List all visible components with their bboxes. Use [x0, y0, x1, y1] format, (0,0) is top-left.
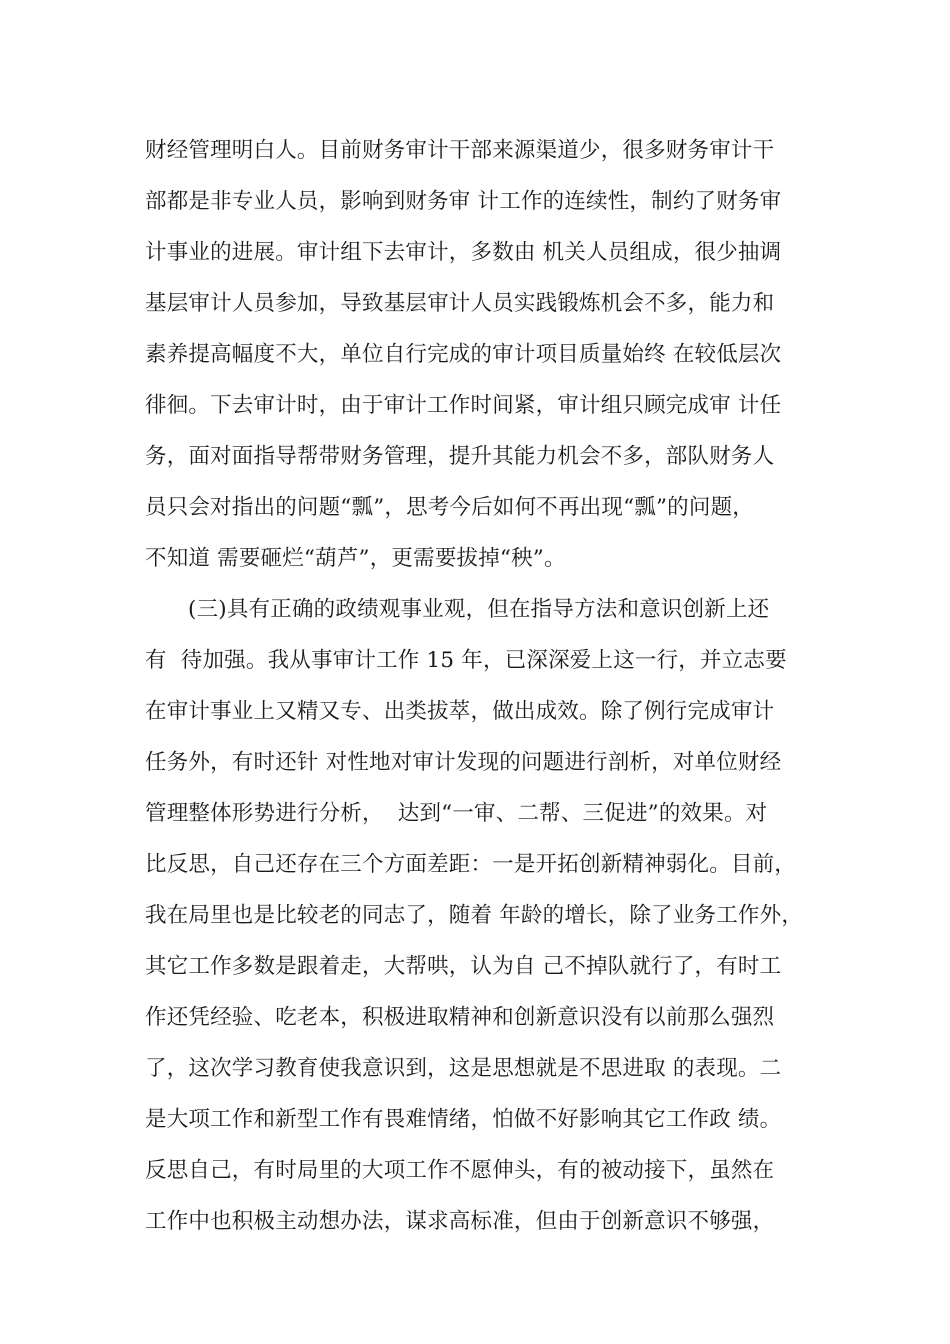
body-text-line: 员只会对指出的问题“瓢”，思考今后如何不再出现“瓢”的问题，: [145, 495, 754, 520]
body-text-line: 不知道 需要砸烂“葫芦”，更需要拔掉“秧”。: [145, 546, 566, 571]
body-text-line: 财经管理明白人。目前财务审计干部来源渠道少，很多财务审计干: [145, 138, 775, 163]
body-text-line: 我在局里也是比较老的同志了，随着 年龄的增长，除了业务工作外，: [145, 903, 804, 928]
body-text-line: 任务外，有时还针 对性地对审计发现的问题进行剖析，对单位财经: [145, 750, 782, 775]
body-text-line: 徘徊。下去审计时，由于审计工作时间紧，审计组只顾完成审 计任: [145, 393, 782, 418]
body-text-line: 是大项工作和新型工作有畏难情绪，怕做不好影响其它工作政 绩。: [145, 1107, 782, 1132]
body-text-line: 了，这次学习教育使我意识到，这是思想就是不思进取 的表现。二: [145, 1056, 782, 1081]
paragraph-heading-line: (三)具有正确的政绩观事业观，但在指导方法和意识创新上还: [188, 597, 770, 622]
body-text-line: 基层审计人员参加，导致基层审计人员实践锻炼机会不多，能力和: [145, 291, 775, 316]
body-text-line: 务，面对面指导帮带财务管理，提升其能力机会不多，部队财务人: [145, 444, 775, 469]
body-text-line: 工作中也积极主动想办法，谋求高标准，但由于创新意识不够强，: [145, 1209, 775, 1234]
body-text-line: 管理整体形势进行分析， 达到“一审、二帮、三促进”的效果。对: [145, 801, 768, 826]
body-text-line: 比反思，自己还存在三个方面差距：一是开拓创新精神弱化。目前，: [145, 852, 797, 877]
body-text-line: 反思自己，有时局里的大项工作不愿伸头，有的被动接下，虽然在: [145, 1158, 775, 1183]
body-text-line: 有 待加强。我从事审计工作 15 年，已深深爱上这一行，并立志要: [145, 648, 787, 673]
body-text-line: 其它工作多数是跟着走，大帮哄，认为自 己不掉队就行了，有时工: [145, 954, 782, 979]
body-text-line: 素养提高幅度不大，单位自行完成的审计项目质量始终 在较低层次: [145, 342, 782, 367]
body-text-line: 部都是非专业人员，影响到财务审 计工作的连续性，制约了财务审: [145, 189, 782, 214]
body-text-line: 在审计事业上又精又专、出类拔萃，做出成效。除了例行完成审计: [145, 699, 775, 724]
body-text-line: 作还凭经验、吃老本，积极进取精神和创新意识没有以前那么强烈: [145, 1005, 775, 1030]
body-text-line: 计事业的进展。审计组下去审计，多数由 机关人员组成，很少抽调: [145, 240, 782, 265]
